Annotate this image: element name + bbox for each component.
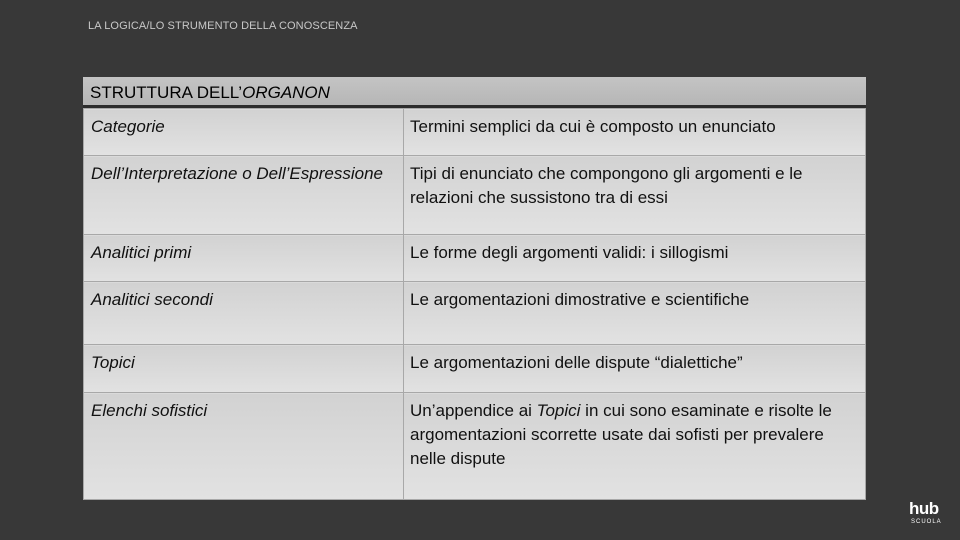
table-row [84,345,866,393]
table-title-italic: ORGANON [242,83,330,102]
description-cell: Le argomentazioni delle dispute “dialettiche” [404,345,866,393]
table-row [84,235,866,282]
table-row [84,393,866,500]
work-title-cell: Analitici primi [84,235,404,282]
table-row [84,282,866,345]
description-prefix: Un’appendice ai [410,401,537,420]
logo-sub-text: SCUOLA [911,519,942,525]
description-italic: Topici [536,401,581,420]
work-title-cell: Analitici secondi [84,282,404,345]
table-row [84,156,866,235]
work-title-cell: Topici [84,345,404,393]
description-cell: Le argomentazioni dimostrative e scientifiche [404,282,866,345]
table-title [83,77,866,108]
table-row [84,109,866,156]
description-cell: Le forme degli argomenti validi: i sillogismi [404,235,866,282]
work-title-cell: Dell’Interpretazione o Dell’Espressione [84,156,404,235]
work-title-cell: Elenchi sofistici [84,393,404,500]
logo-main-text: hub [909,499,939,518]
description-cell [404,393,866,500]
hub-scuola-logo [909,500,947,530]
description-cell: Termini semplici da cui è composto un enunciato [404,109,866,156]
description-cell: Tipi di enunciato che compongono gli argomenti e le relazioni che sussistono tra di essi [404,156,866,235]
table-title-prefix: STRUTTURA DELL’ [90,83,243,102]
work-title-cell: Categorie [84,109,404,156]
section-header: LA LOGICA/LO STRUMENTO DELLA CONOSCENZA [88,20,358,32]
organon-table-container [83,77,866,499]
organon-table [83,108,866,500]
description-suffix: in cui sono esaminate e risolte le argomentazioni scorrette usate dai sofisti per prevalere nelle dispute [410,401,832,468]
